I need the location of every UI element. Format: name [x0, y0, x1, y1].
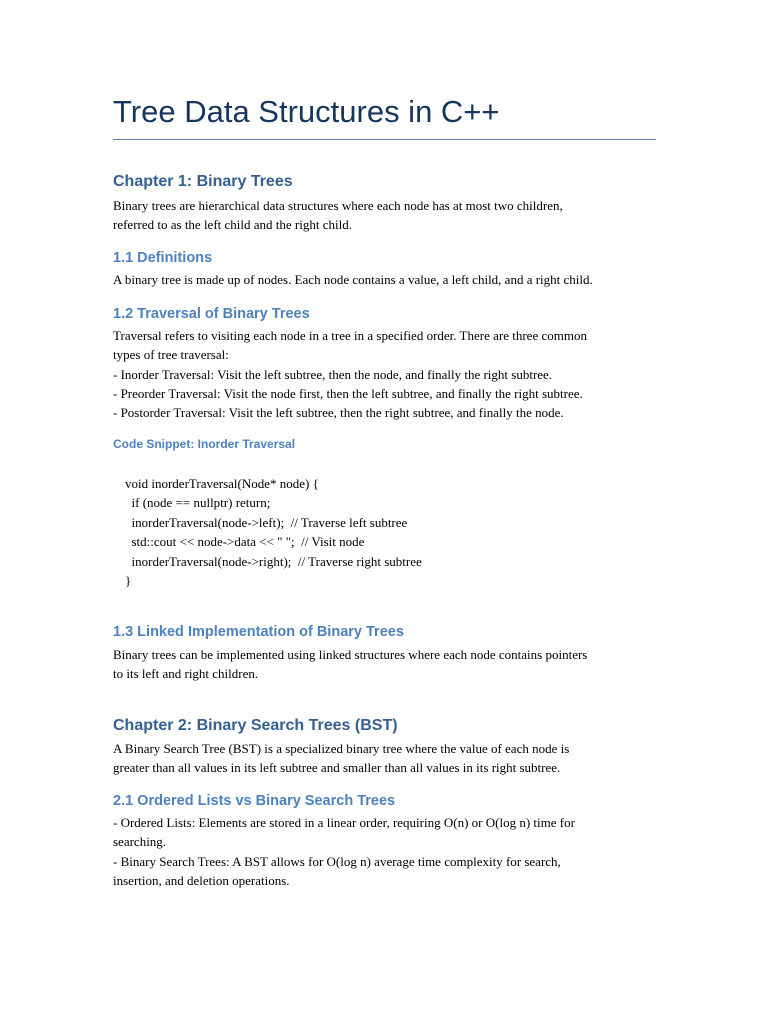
text-line: to its left and right children.: [113, 666, 259, 682]
code-line: if (node == nullptr) return;: [125, 495, 271, 511]
section-2-1-heading: 2.1 Ordered Lists vs Binary Search Trees: [113, 793, 396, 809]
text-line: Binary trees can be implemented using linked structures where each node contains pointers: [113, 647, 588, 662]
chapter-2-intro: [113, 739, 656, 778]
document-title: Tree Data Structures in C++: [113, 94, 500, 129]
text-line: Binary trees are hierarchical data structures where each node has at most two children,: [113, 198, 563, 213]
text-line: referred to as the left child and the right child.: [113, 217, 352, 233]
text-line: greater than all values in its left subtree and smaller than all values in its right subtree.: [113, 760, 561, 776]
text-line: A Binary Search Tree (BST) is a specialized binary tree where the value of each node is: [113, 741, 570, 756]
code-snippet: [125, 474, 422, 590]
text-line: - Inorder Traversal: Visit the left subtree, then the node, and finally the right subtree.: [113, 366, 553, 382]
section-1-1-heading: 1.1 Definitions: [113, 250, 213, 266]
section-1-3-text: [113, 645, 656, 684]
text-line: A binary tree is made up of nodes. Each node contains a value, a left child, and a right child.: [113, 272, 593, 287]
code-line: std::cout << node->data << " "; // Visit node: [125, 534, 365, 550]
text-line: insertion, and deletion operations.: [113, 872, 290, 888]
section-1-2-text: [113, 326, 656, 422]
text-line: - Preorder Traversal: Visit the node first, then the left subtree, and finally the right subtree.: [113, 385, 583, 401]
text-line: Traversal refers to visiting each node in a tree in a specified order. There are three common: [113, 328, 587, 343]
section-1-2-heading: 1.2 Traversal of Binary Trees: [113, 306, 310, 322]
chapter-2-heading: Chapter 2: Binary Search Trees (BST): [113, 717, 398, 734]
title-underline: [113, 139, 656, 140]
code-line: }: [125, 573, 132, 589]
text-line: - Postorder Traversal: Visit the left subtree, then the right subtree, and finally the node.: [113, 405, 564, 421]
chapter-1-intro: [113, 196, 656, 235]
section-2-1-text: [113, 813, 656, 890]
code-snippet-heading: Code Snippet: Inorder Traversal: [113, 437, 296, 451]
chapter-1-heading: Chapter 1: Binary Trees: [113, 173, 293, 190]
code-line: void inorderTraversal(Node* node) {: [125, 476, 319, 491]
section-1-1-text: [113, 270, 656, 289]
text-line: - Binary Search Trees: A BST allows for O(log n) average time complexity for search,: [113, 853, 561, 869]
section-1-3-heading: 1.3 Linked Implementation of Binary Trees: [113, 624, 404, 640]
text-line: types of tree traversal:: [113, 347, 229, 363]
text-line: - Ordered Lists: Elements are stored in a linear order, requiring O(n) or O(log n) time for: [113, 815, 575, 830]
text-line: searching.: [113, 834, 167, 850]
code-line: inorderTraversal(node->right); // Traverse right subtree: [125, 553, 422, 569]
code-line: inorderTraversal(node->left); // Traverse left subtree: [125, 514, 408, 530]
